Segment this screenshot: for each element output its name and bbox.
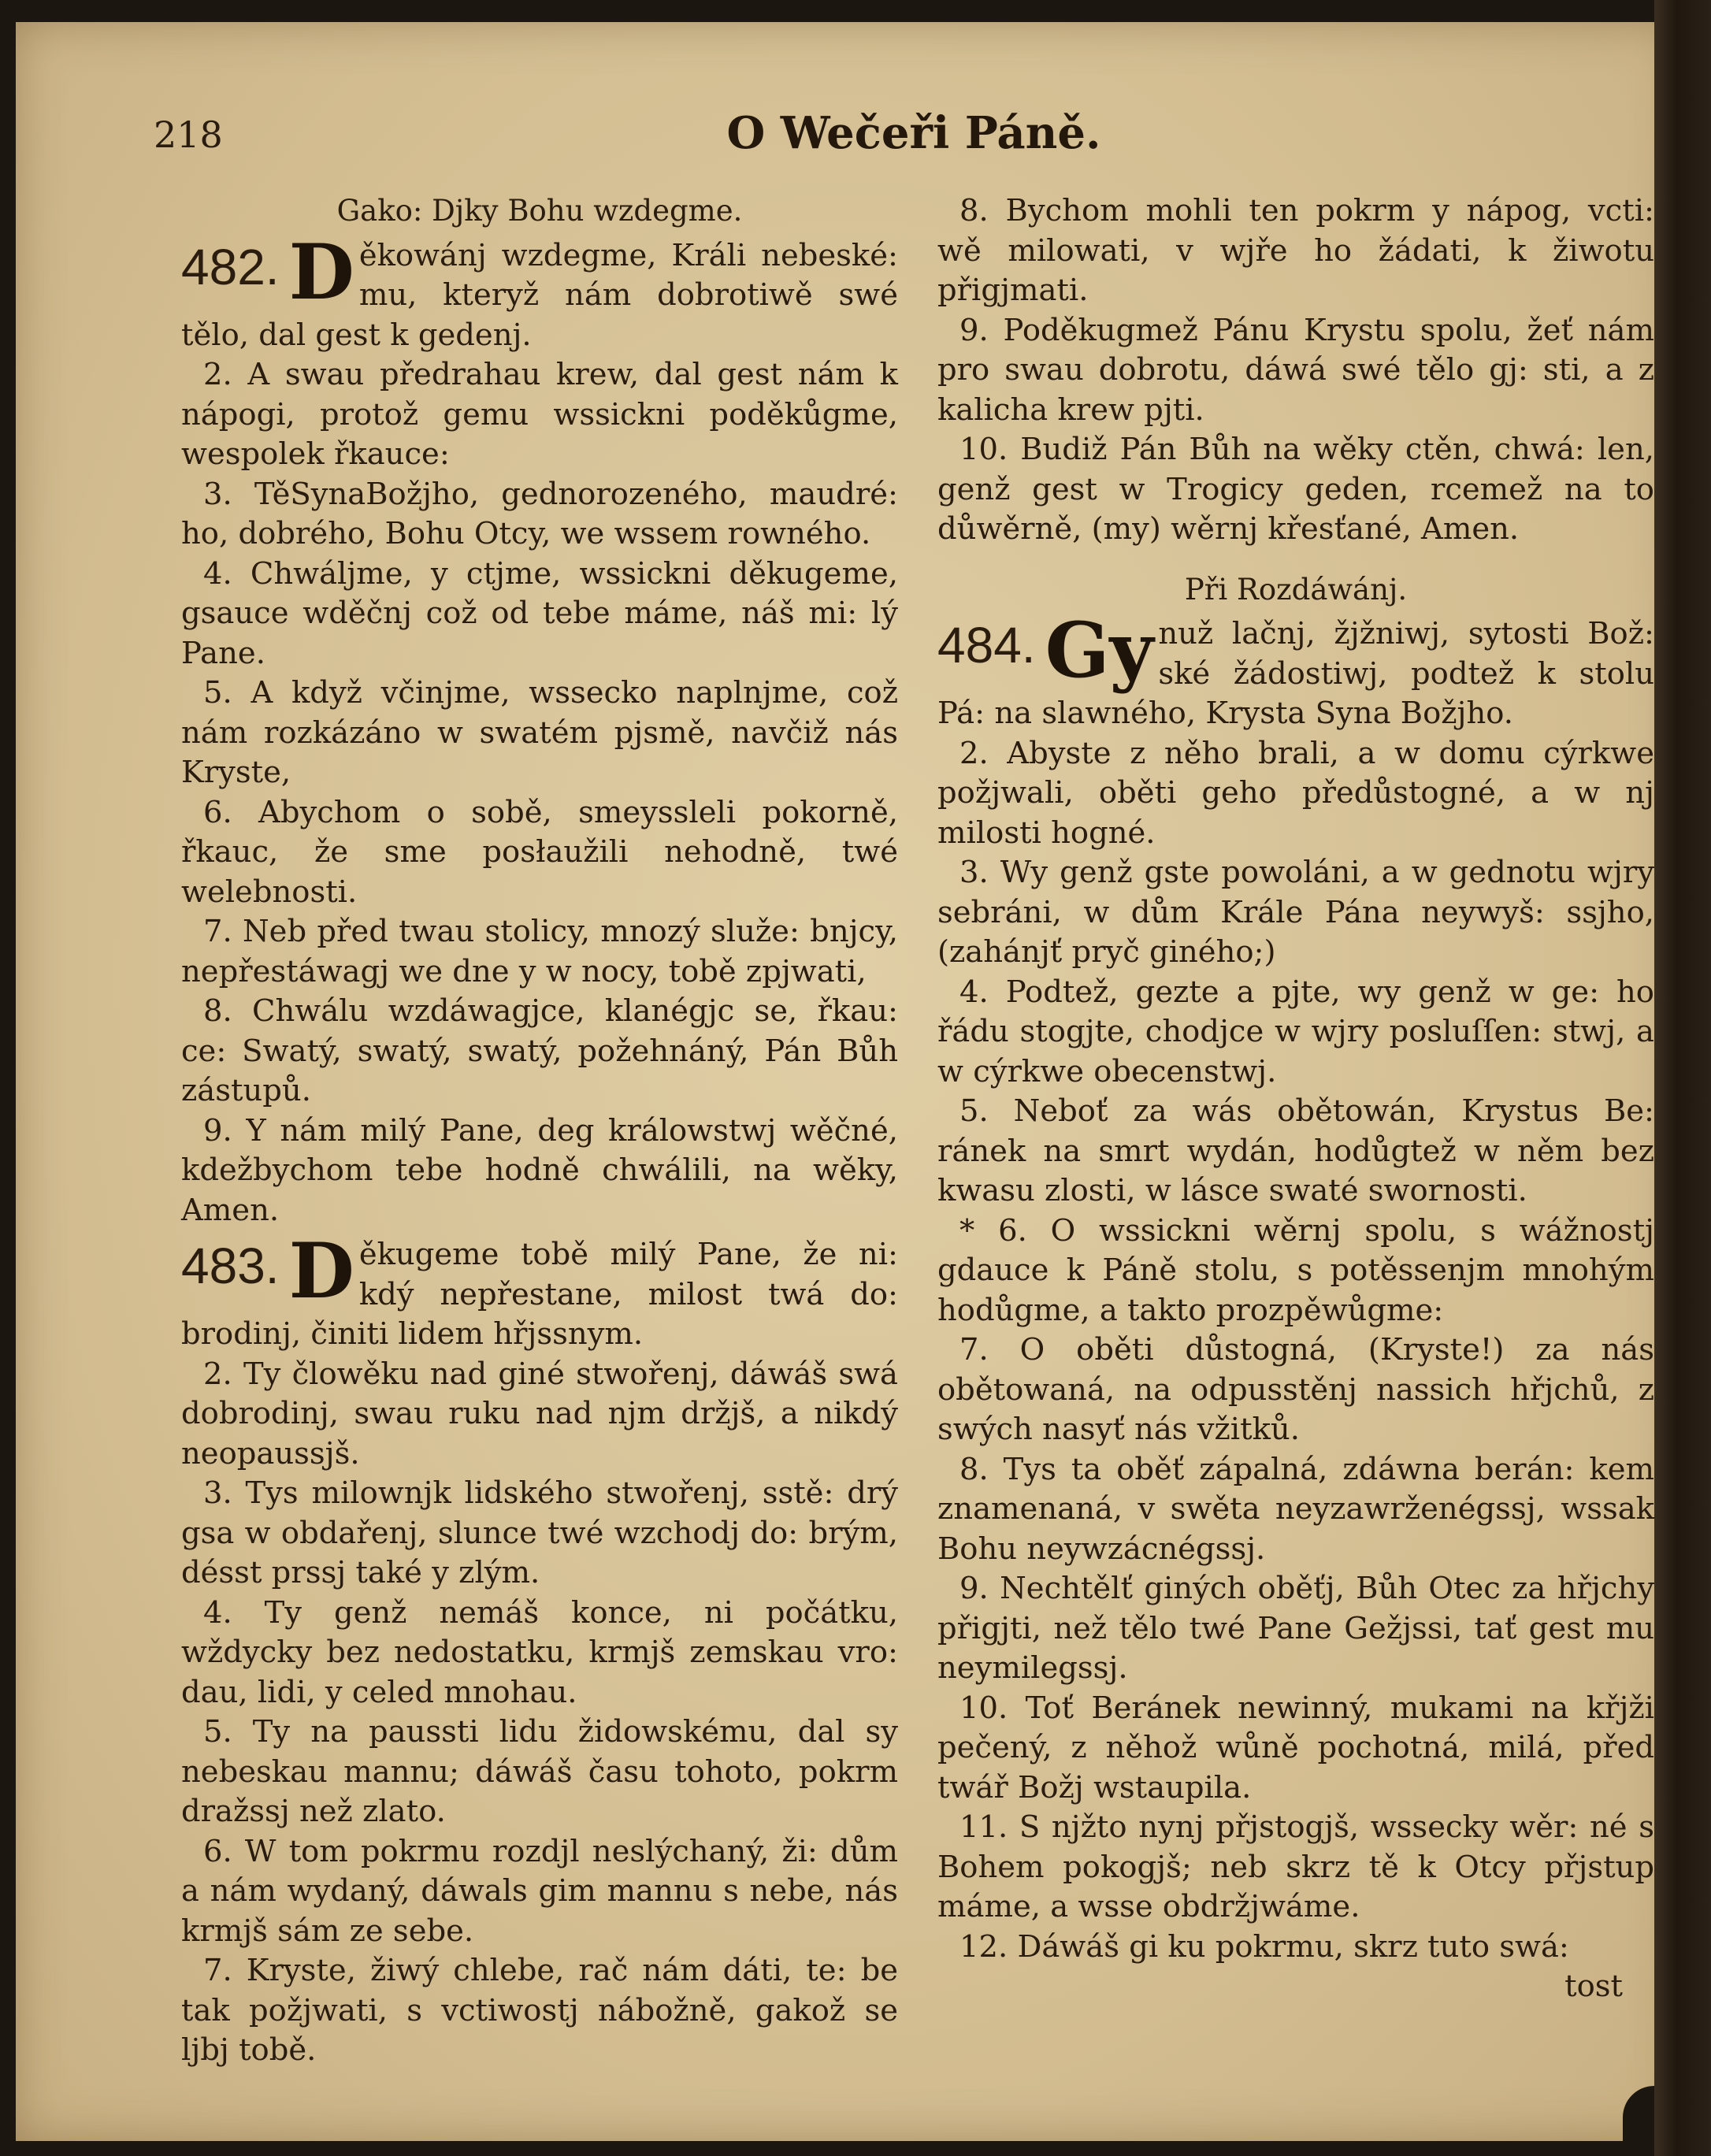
verse: 9. Poděkugmež Pánu Krystu spolu, žeť nám pro swau dobrotu, dáwá swé tělo gj: sti, a z kalicha krew pjti. bbox=[937, 312, 1654, 428]
drop-cap: D bbox=[288, 227, 354, 317]
verse: 7. Neb před twau stolicy, mnozý služe: bnjcy, nepřestáwagj we dne y w nocy, tobě zpjwati, bbox=[181, 914, 898, 989]
hymn-number: 483. bbox=[181, 1238, 280, 1294]
verse: 3. Wy genž gste powoláni, a w gednotu wjry sebráni, w dům Krále Pána neywyš: ssjho, (zahánjť pryč giného;) bbox=[937, 855, 1654, 970]
left-column bbox=[181, 191, 898, 2071]
verse: 5. Neboť za wás obětowán, Krystus Be: ránek na smrt wydán, hodůgtež w něm bez kwasu zlosti, w lásce swaté swornosti. bbox=[937, 1093, 1654, 1208]
hymn-number: 482. bbox=[181, 238, 280, 295]
verse: 2. A swau předrahau krew, dal gest nám k nápogi, protož gemu wssickni poděkůgme, wespolek řkauce: bbox=[181, 357, 898, 472]
page-number: 218 bbox=[154, 113, 223, 156]
verse: 4. Chwáljme, y ctjme, wssickni děkugeme, gsauce wděčnj což od tebe máme, náš mi: lý Pane. bbox=[181, 555, 898, 671]
verse: 8. Chwálu wzdáwagjce, klanégjc se, řkau: ce: Swatý, swatý, swatý, požehnáný, Pán Bůh zástupů. bbox=[181, 993, 898, 1108]
right-column bbox=[937, 191, 1654, 2007]
verse: 10. Budiž Pán Bůh na wěky ctěn, chwá: len, genž gest w Trogicy geden, rcemež na to důwěrně, (my) wěrnj křesťané, Amen. bbox=[937, 432, 1654, 547]
hymn-482 bbox=[181, 227, 898, 356]
verse: * 6. O wssickni wěrnj spolu, s wážnostj gdauce k Páně stolu, s potěssenjm mnohým hodůgme, a takto prozpěwůgme: bbox=[937, 1212, 1654, 1328]
verse: 7. O oběti důstogná, (Kryste!) za nás obětowaná, na odpusstěnj nassich hřjchů, z swých nasyť nás vžitků. bbox=[937, 1332, 1654, 1447]
verse: 5. A když včinjme, wssecko naplnjme, což nám rozkázáno w swatém pjsmě, navčiž nás Kryste, bbox=[181, 675, 898, 790]
verse: 3. Tys milownjk lidského stwořenj, sstě: drý gsa w obdařenj, slunce twé wzchodj do: brým, désst prssj také y zlým. bbox=[181, 1475, 898, 1590]
hymn-number: 484. bbox=[937, 617, 1036, 674]
verse: 10. Toť Beránek newinný, mukami na křjži pečený, z něhož wůně pochotná, milá, před twář Božj wstaupila. bbox=[937, 1690, 1654, 1805]
verse-first: nuž lačnj, žjžniwj, sytosti Bož: ské žádostiwj, podtež k stolu Pá: na slawného, Krysta Syna Božjho. bbox=[937, 616, 1654, 731]
verse: 8. Bychom mohli ten pokrm y nápog, vcti: wě milowati, v wjře ho žádati, k žiwotu přigjmati. bbox=[937, 193, 1654, 308]
verse: 2. Abyste z něho brali, a w domu cýrkwe požjwali, oběti geho předůstogné, a w nj milosti hogné. bbox=[937, 735, 1654, 851]
verse: 9. Nechtělť giných oběťj, Bůh Otec za hřjchy přigjti, než tělo twé Pane Gežjssi, tať gest mu neymilegssj. bbox=[937, 1571, 1654, 1686]
book-spine-edge bbox=[1654, 0, 1711, 2156]
verse: 7. Kryste, žiwý chlebe, rač nám dáti, te: be tak požjwati, s vctiwostj nábožně, gakož se ljbj tobě. bbox=[181, 1953, 898, 2068]
verse-first: ěkowánj wzdegme, Králi nebeské: mu, kteryž nám dobrotiwě swé tělo, dal gest k gedenj. bbox=[181, 237, 898, 353]
melody-line: Gako: Djky Bohu wzdegme. bbox=[336, 194, 743, 228]
verse: 4. Ty genž nemáš konce, ni počátku, wždycky bez nedostatku, krmjš zemskau vro: dau, lidi, y celed mnohau. bbox=[181, 1594, 898, 1710]
hymn-484 bbox=[937, 606, 1654, 734]
section-subheading: Při Rozdáwánj. bbox=[1184, 572, 1408, 607]
catchword: tost bbox=[1564, 1969, 1623, 2004]
verse: 9. Y nám milý Pane, deg králowstwj wěčné, kdežbychom tebe hodně chwálili, na wěky, Amen. bbox=[181, 1112, 898, 1228]
hymn-483 bbox=[181, 1226, 898, 1355]
verse: 6. W tom pokrmu rozdjl neslýchaný, ži: dům a nám wydaný, dáwals gim mannu s nebe, nás krmjš sám ze sebe. bbox=[181, 1833, 898, 1949]
running-title: O Wečeři Páně. bbox=[726, 107, 1101, 159]
drop-cap: Gy bbox=[1045, 606, 1154, 695]
verse-first: ěkugeme tobě milý Pane, že ni: kdý nepřestane, milost twá do: brodinj, činiti lidem hřjssnym. bbox=[181, 1237, 898, 1352]
verse: 12. Dáwáš gi ku pokrmu, skrz tuto swá: bbox=[959, 1928, 1569, 1965]
book-page bbox=[16, 22, 1679, 2141]
verse: 4. Podtež, gezte a pjte, wy genž w ge: ho řádu stogjte, chodjce w wjry posluſſen: stwj, a w cýrkwe obecenstwj. bbox=[937, 974, 1654, 1089]
drop-cap: D bbox=[288, 1226, 354, 1315]
verse: 6. Abychom o sobě, smeyssleli pokorně, řkauc, že sme posłaužili nehodně, twé welebnosti. bbox=[181, 794, 898, 910]
verse: 11. S njžto nynj přjstogjš, wssecky wěr: né s Bohem pokogjš; neb skrz tě k Otcy přjstup máme, a wsse obdržjwáme. bbox=[937, 1809, 1654, 1924]
verse: 8. Tys ta oběť zápalná, zdáwna berán: kem znamenaná, v swěta neyzawrženégssj, wssak Bohu neywzácnégssj. bbox=[937, 1451, 1654, 1567]
page-header bbox=[16, 22, 1679, 159]
verse: 3. TěSynaBožjho, gednorozeného, maudré: ho, dobrého, Bohu Otcy, we wssem rowného. bbox=[181, 476, 898, 551]
verse: 2. Ty člowěku nad giné stwořenj, dáwáš swá dobrodinj, swau ruku nad njm držjš, a nikdý neopaussjš. bbox=[181, 1356, 898, 1471]
verse: 5. Ty na paussti lidu židowskému, dal sy nebeskau mannu; dáwáš času tohoto, pokrm dražssj než zlato. bbox=[181, 1714, 898, 1829]
